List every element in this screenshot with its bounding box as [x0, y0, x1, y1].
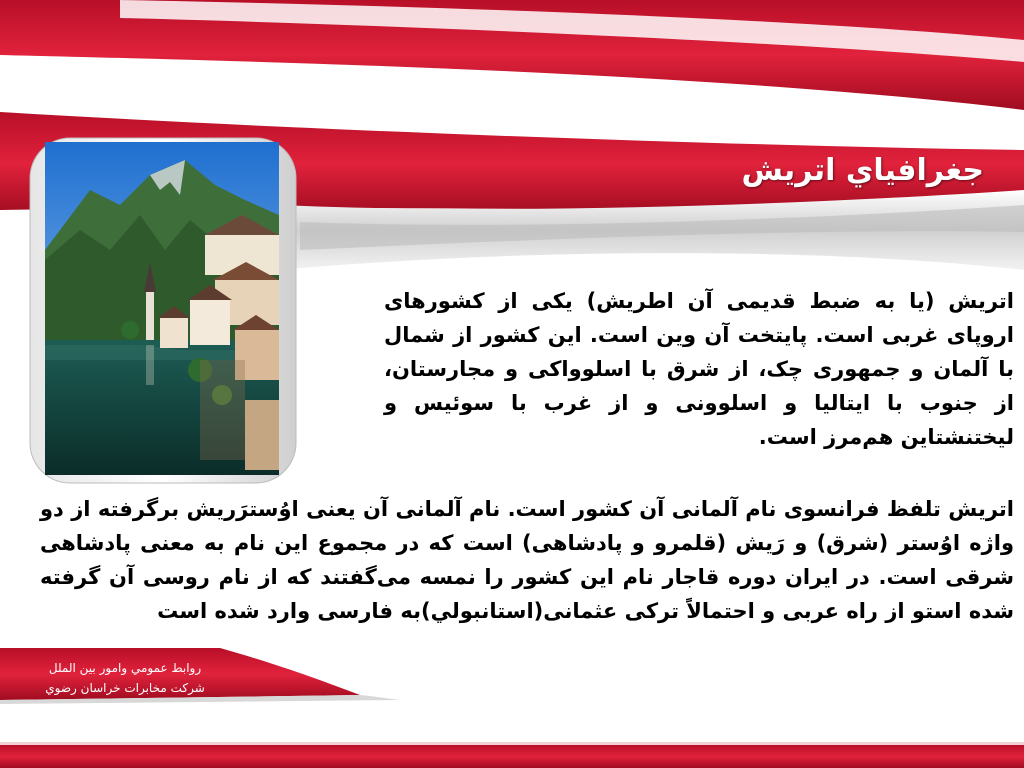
footer-organization [30, 658, 220, 698]
bottom-red-strip [0, 745, 1024, 768]
hallstatt-photo [45, 142, 279, 475]
bottom-white-line [0, 742, 1024, 745]
paragraph-etymology: اتریش تلفظ فرانسوی نام آلمانی آن کشور است. نام آلمانی آن یعنی اوُسترَریش برگرفته از دو واژه اوُستر (شرق) و رَیش (قلمرو و پادشاهی) است که در مجموع این نام به معنی پادشاهی شرقی است. در ایران دوره قاجار نام این کشور را نمسه می‌گفتند که از نام روسی آن گرفته شده استو از راه عربی و احتمالاً ترکی عثمانی(استانبولي)به فارسی وارد شده است [40, 497, 1014, 623]
paragraph-intro: اتریش (یا به ضبط قدیمی آن اطریش) یکی از کشورهای اروپای غربی است. پایتخت آن وین است. این کشور از شمال با آلمان و جمهوری چک، از شرق با اسلوواکی و مجارستان، از جنوب با ایتالیا و اسلوونی و از غرب با سوئیس و لیختنشتاین هم‌مرز است. [384, 289, 1014, 449]
slide-title: جغرافياي اتريش [741, 153, 984, 188]
footer-line-1: روابط عمومي وامور بين الملل [48, 661, 202, 675]
footer-line-2: شركت مخابرات خراسان رضوي [45, 681, 205, 695]
